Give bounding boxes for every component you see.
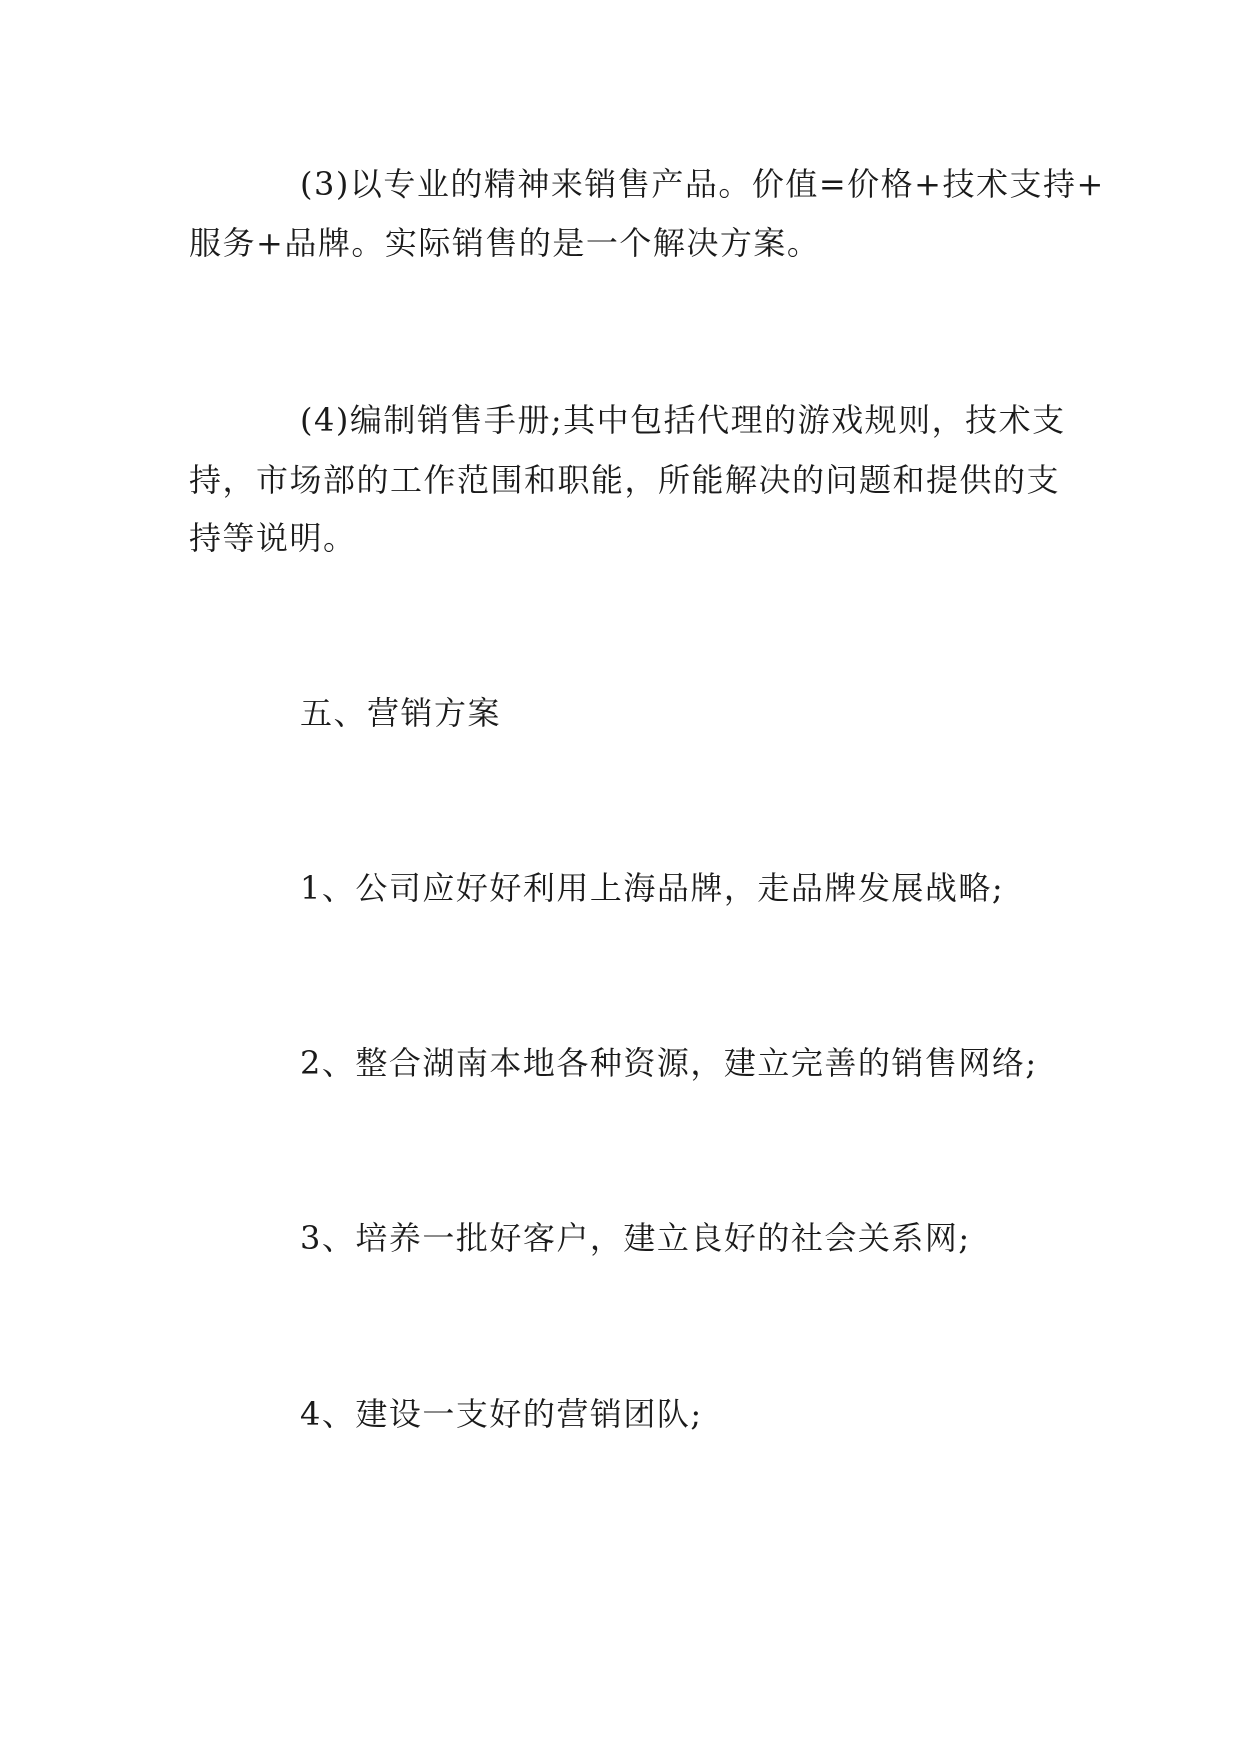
paragraph-3-line-1: (3)以专业的精神来销售产品。价值=价格+技术支持+ bbox=[300, 165, 1105, 203]
list-item: 3、培养一批好客户，建立良好的社会关系网; bbox=[300, 1219, 971, 1257]
paragraph-4-line-1: (4)编制销售手册;其中包括代理的游戏规则，技术支 bbox=[300, 401, 1066, 439]
list-item: 4、建设一支好的营销团队; bbox=[300, 1395, 703, 1433]
paragraph-3-line-2: 服务+品牌。实际销售的是一个解决方案。 bbox=[189, 224, 821, 262]
paragraph-4-line-2: 持，市场部的工作范围和职能，所能解决的问题和提供的支 bbox=[189, 461, 1061, 499]
list-item: 2、整合湖南本地各种资源，建立完善的销售网络; bbox=[300, 1044, 1038, 1082]
section-title: 五、营销方案 bbox=[300, 694, 502, 732]
paragraph-4-line-3: 持等说明。 bbox=[189, 519, 357, 557]
list-item: 1、公司应好好利用上海品牌，走品牌发展战略; bbox=[300, 869, 1005, 907]
